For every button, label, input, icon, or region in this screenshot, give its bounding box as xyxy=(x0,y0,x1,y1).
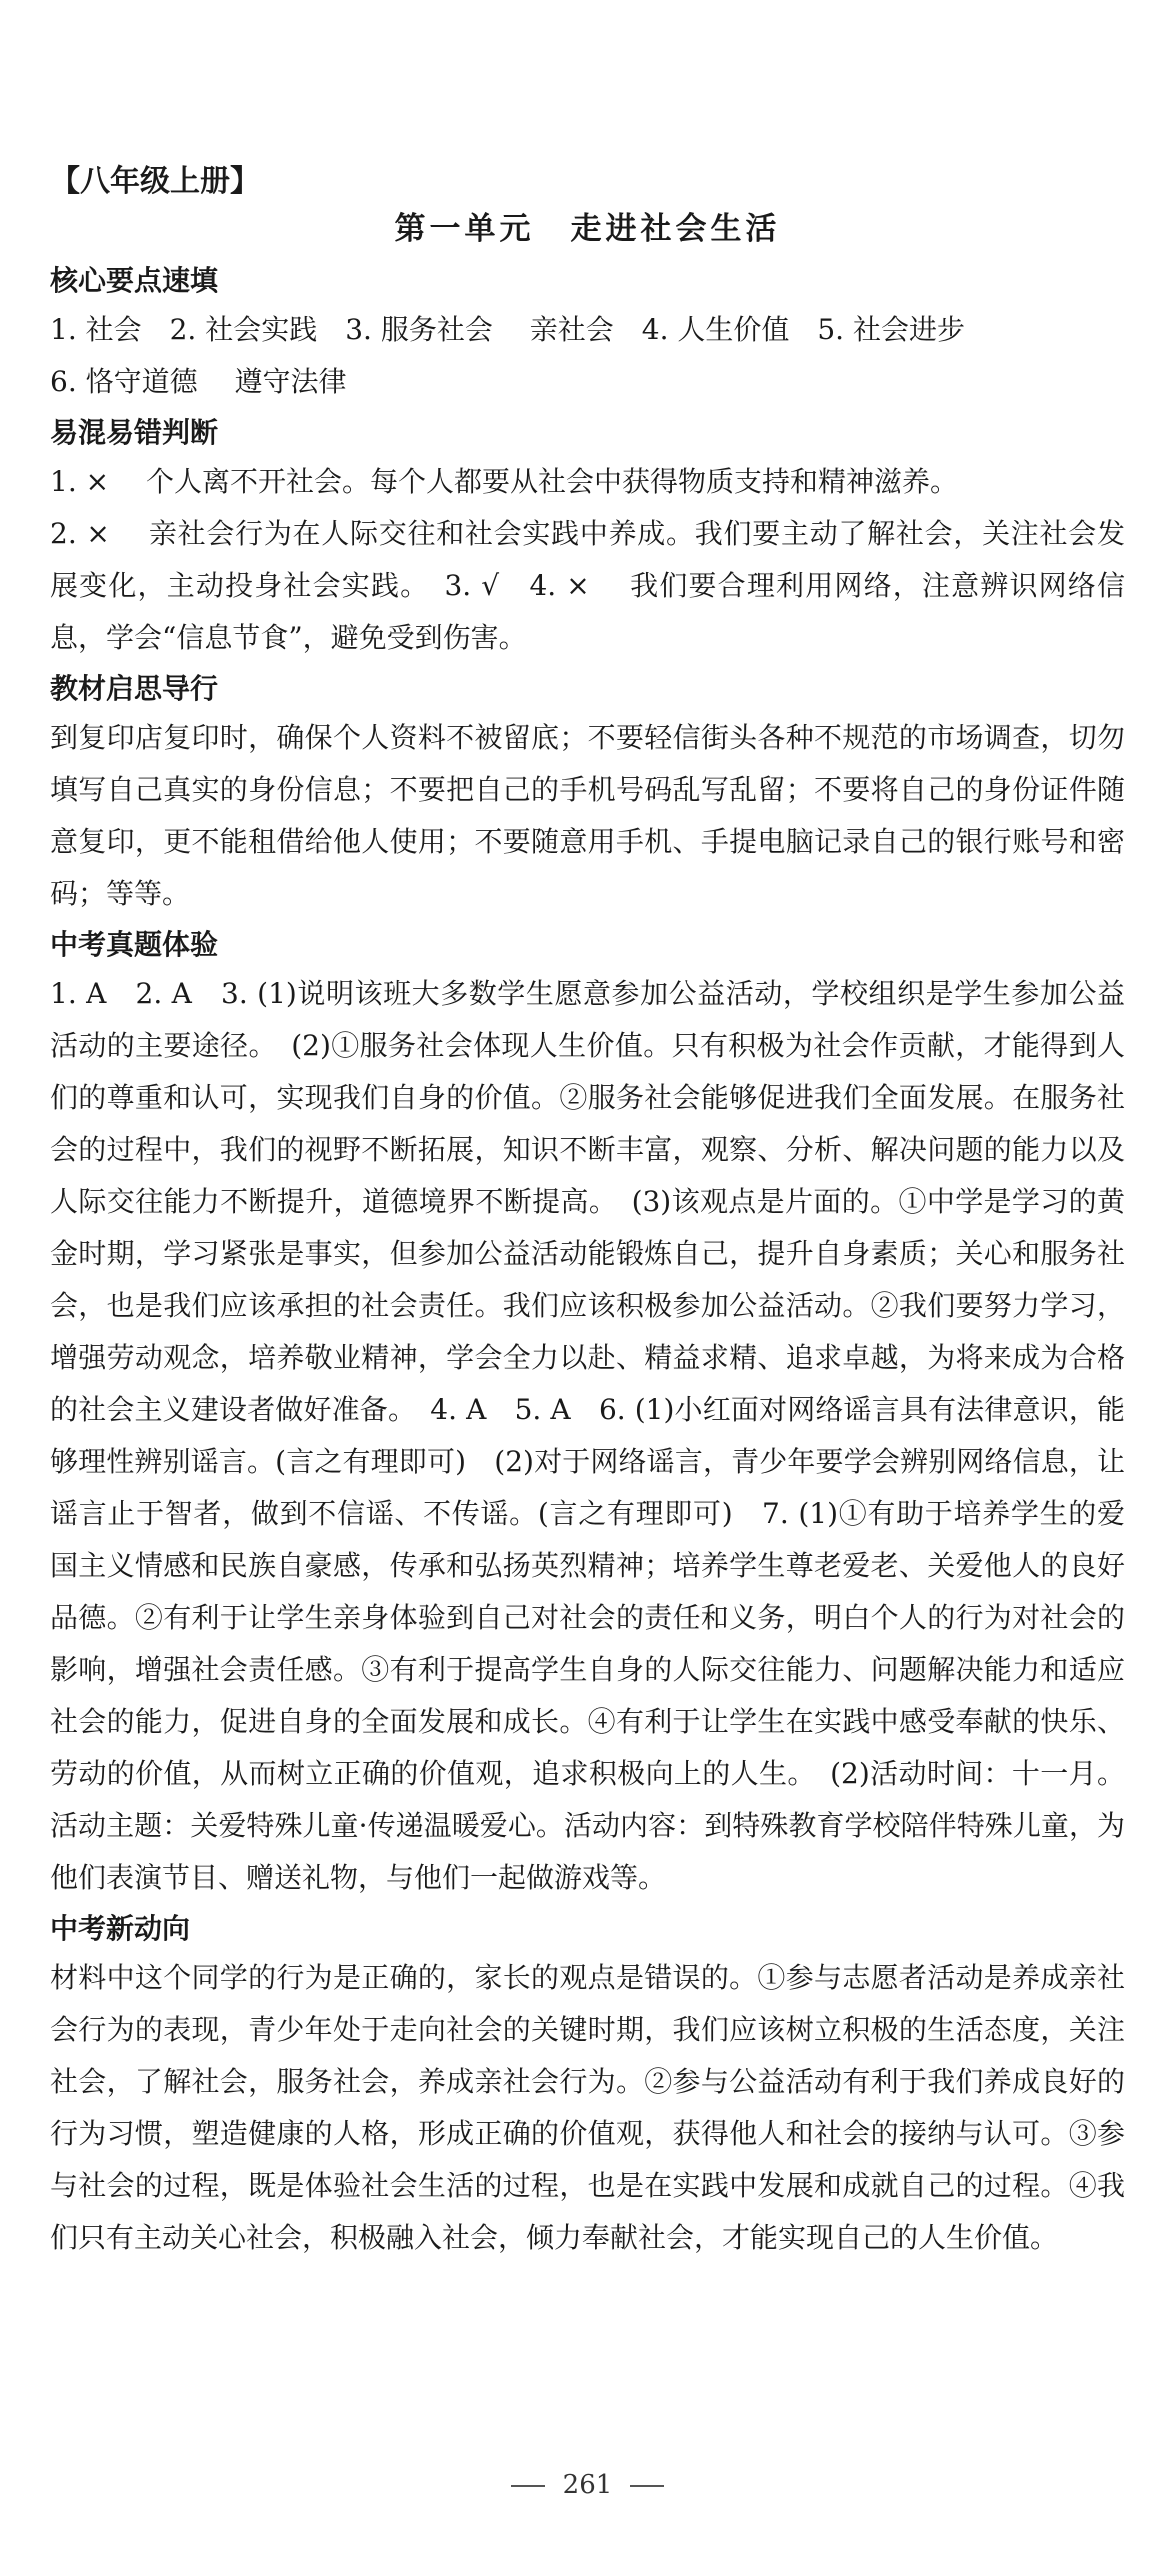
section-heading: 易混易错判断 xyxy=(50,416,219,449)
footer-dash-left xyxy=(511,2485,545,2487)
grade-label: 【八年级上册】 xyxy=(50,164,260,199)
footer-dash-right xyxy=(630,2485,664,2487)
section-core-points xyxy=(50,258,1125,408)
answer-paragraph: 6. 恪守道德 遵守法律 xyxy=(50,365,347,398)
section-textbook-guide xyxy=(50,666,1125,920)
section-heading: 中考新动向 xyxy=(50,1912,191,1945)
section-exam-practice xyxy=(50,922,1125,1904)
answer-paragraph: 1. 社会 2. 社会实践 3. 服务社会 亲社会 4. 人生价值 5. 社会进步 xyxy=(50,313,965,346)
unit-title xyxy=(50,206,1125,252)
answer-paragraph: 1. × 个人离不开社会。每个人都要从社会中获得物质支持和精神滋养。 xyxy=(50,465,958,498)
section-new-trends xyxy=(50,1906,1125,2264)
section-heading: 中考真题体验 xyxy=(50,928,219,961)
section-true-false xyxy=(50,410,1125,664)
answer-paragraph: 2. × 亲社会行为在人际交往和社会实践中养成。我们要主动了解社会，关注社会发展变化，主动投身社会实践。 3. √ 4. × 我们要合理利用网络，注意辨识网络信息，学会“信息节食”，避免受到伤害。 xyxy=(50,517,1125,654)
page-number: 261 xyxy=(562,2470,613,2500)
section-heading: 教材启思导行 xyxy=(50,672,219,705)
section-heading: 核心要点速填 xyxy=(50,264,219,297)
page-footer xyxy=(0,2470,1175,2500)
answer-paragraph: 到复印店复印时，确保个人资料不被留底；不要轻信街头各种不规范的市场调查，切勿填写自己真实的身份信息；不要把自己的手机号码乱写乱留；不要将自己的身份证件随意复印，更不能租借给他人使用；不要随意用手机、手提电脑记录自己的银行账号和密码；等等。 xyxy=(50,721,1125,910)
answer-paragraph: 材料中这个同学的行为是正确的，家长的观点是错误的。①参与志愿者活动是养成亲社会行为的表现，青少年处于走向社会的关键时期，我们应该树立积极的生活态度，关注社会，了解社会，服务社会，养成亲社会行为。②参与公益活动有利于我们养成良好的行为习惯，塑造健康的人格，形成正确的价值观，获得他人和社会的接纳与认可。③参与社会的过程，既是体验社会生活的过程，也是在实践中发展和成就自己的过程。④我们只有主动关心社会，积极融入社会，倾力奉献社会，才能实现自己的人生价值。 xyxy=(50,1961,1125,2254)
unit-name: 走进社会生活 xyxy=(570,211,781,247)
answer-page xyxy=(50,160,1125,2264)
unit-number: 第一单元 xyxy=(394,211,535,247)
answer-paragraph: 1. A 2. A 3. (1)说明该班大多数学生愿意参加公益活动，学校组织是学生参加公益活动的主要途径。 (2)①服务社会体现人生价值。只有积极为社会作贡献，才能得到人们的尊重和认可，实现我们自身的价值。②服务社会能够促进我们全面发展。在服务社会的过程中，我们的视野不断拓展，知识不断丰富，观察、分析、解决问题的能力以及人际交往能力不断提升，道德境界不断提高。 (3)该观点是片面的。①中学是学习的黄金时期，学习紧张是事实，但参加公益活动能锻炼自己，提升自身素质；关心和服务社会，也是我们应该承担的社会责任。我们应该积极参加公益活动。②我们要努力学习，增强劳动观念，培养敬业精神，学会全力以赴、精益求精、追求卓越，为将来成为合格的社会主义建设者做好准备。 4. A 5. A 6. (1)小红面对网络谣言具有法律意识，能够理性辨别谣言。(言之有理即可) (2)对于网络谣言，青少年要学会辨别网络信息，让谣言止于智者，做到不信谣、不传谣。(言之有理即可) 7. (1)①有助于培养学生的爱国主义情感和民族自豪感，传承和弘扬英烈精神；培养学生尊老爱老、关爱他人的良好品德。②有利于让学生亲身体验到自己对社会的责任和义务，明白个人的行为对社会的影响，增强社会责任感。③有利于提高学生自身的人际交往能力、问题解决能力和适应社会的能力，促进自身的全面发展和成长。④有利于让学生在实践中感受奉献的快乐、劳动的价值，从而树立正确的价值观，追求积极向上的人生。 (2)活动时间：十一月。活动主题：关爱特殊儿童·传递温暖爱心。活动内容：到特殊教育学校陪伴特殊儿童，为他们表演节目、赠送礼物，与他们一起做游戏等。 xyxy=(50,977,1125,1894)
